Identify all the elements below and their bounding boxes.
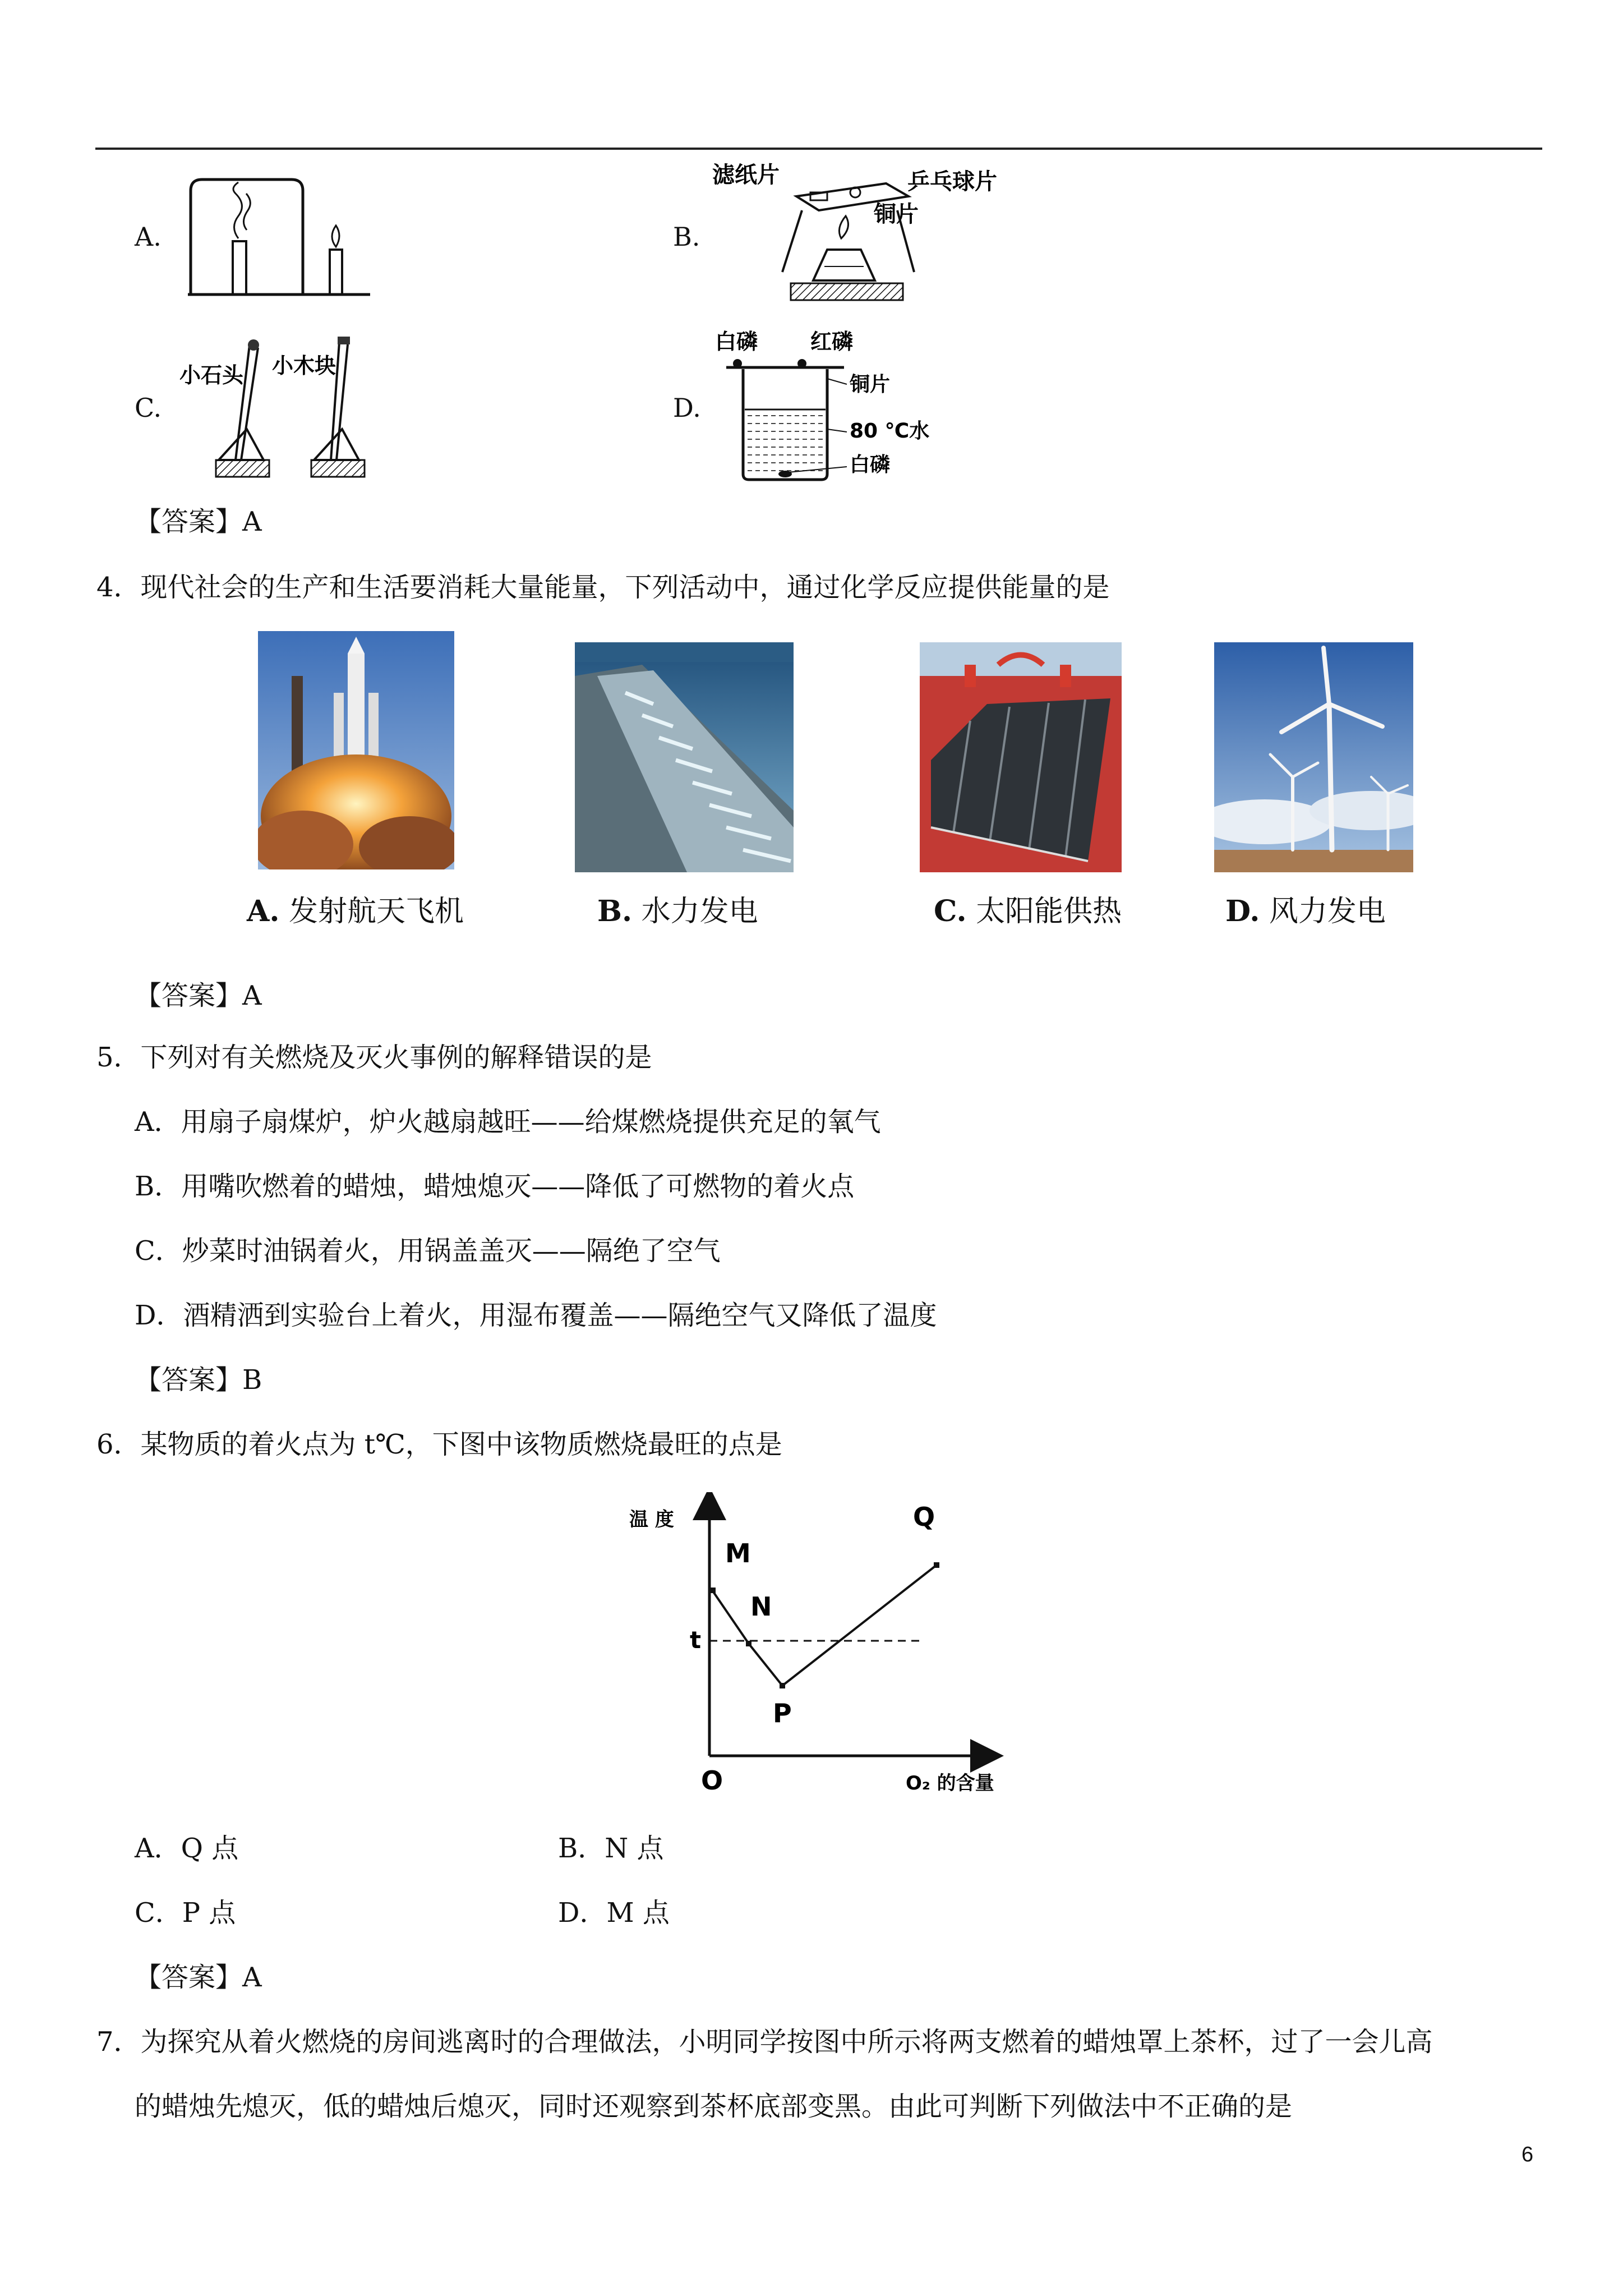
q3-option-b-label: B. [673, 222, 700, 252]
caption-b [597, 887, 758, 930]
point-m-marker [710, 1588, 716, 1593]
caption-a-letter: A. [247, 894, 280, 928]
wind-turbine-photo [1214, 642, 1413, 872]
q4-answer: 【答案】A [135, 980, 262, 1011]
q5-stem: 5．下列对有关燃烧及灭火事例的解释错误的是 [96, 1042, 652, 1073]
q7-line-2: 的蜡烛先熄灭，低的蜡烛后熄灭，同时还观察到茶杯底部变黑。由此可判断下列做法中不正确的是 [135, 2091, 1293, 2122]
caption-d-text: 风力发电 [1269, 895, 1386, 928]
caption-c-letter: C. [934, 894, 967, 928]
q7-line-1: 7．为探究从着火燃烧的房间逃离时的合理做法，小明同学按图中所示将两支燃着的蜡烛罩上茶杯，过了一会儿高 [96, 2026, 1433, 2058]
caption-b-text: 水力发电 [641, 895, 758, 928]
copper-plate-d-label: 铜片 [850, 373, 891, 396]
point-q-label: Q [913, 1502, 935, 1532]
solar-heater-photo [920, 642, 1122, 872]
caption-d-letter: D. [1225, 894, 1260, 928]
caption-b-letter: B. [597, 894, 633, 928]
q5-answer: 【答案】B [135, 1364, 262, 1396]
white-phosphorus-top-label: 白磷 [715, 329, 758, 354]
point-p-marker [780, 1683, 785, 1688]
q5-option-d: D．酒精洒到实验台上着火，用湿布覆盖——隔绝空气又降低了温度 [135, 1300, 937, 1331]
point-p-label: P [773, 1698, 792, 1728]
caption-c-text: 太阳能供热 [976, 895, 1122, 928]
water-label: 80 ℃水 [850, 420, 930, 443]
q6-stem: 6．某物质的着火点为 t℃，下图中该物质燃烧最旺的点是 [96, 1429, 782, 1460]
point-n-marker [746, 1641, 751, 1646]
q6-option-d: D．M 点 [558, 1897, 670, 1929]
caption-c [934, 887, 1122, 930]
q5-option-a: A．用扇子扇煤炉，炉火越扇越旺——给煤燃烧提供充足的氧气 [135, 1106, 881, 1138]
point-n-label: N [750, 1591, 772, 1622]
wood-label: 小木块 [272, 353, 336, 378]
q3-option-a-label: A. [135, 222, 162, 252]
q6-option-b: B．N 点 [558, 1833, 664, 1864]
page-number: 6 [1521, 2143, 1534, 2166]
q3-figure-d [715, 325, 951, 488]
q3-figure-a [185, 168, 370, 303]
q4-stem: 4．现代社会的生产和生活要消耗大量能量，下列活动中，通过化学反应提供能量的是 [96, 572, 1110, 603]
t-label: t [690, 1626, 702, 1654]
origin-label: O [701, 1765, 723, 1796]
y-axis-label: 温 度 [629, 1508, 674, 1531]
header-rule [95, 148, 1542, 150]
q6-option-c: C．P 点 [135, 1897, 236, 1929]
q3-answer: 【答案】A [135, 506, 262, 537]
space-shuttle-photo [258, 631, 454, 869]
caption-a [247, 887, 464, 930]
stone-label: 小石头 [179, 363, 244, 388]
q6-graph [617, 1492, 1021, 1806]
point-q-marker [934, 1562, 939, 1568]
q3-figure-c [179, 331, 381, 482]
caption-a-text: 发射航天飞机 [288, 895, 464, 928]
red-phosphorus-label: 红磷 [810, 329, 854, 354]
caption-d [1225, 887, 1386, 930]
pingpong-label: 乒乓球片 [907, 169, 997, 195]
filter-paper-label: 滤纸片 [712, 162, 780, 188]
q3-figure-b [712, 160, 1026, 311]
white-phosphorus-bottom-label: 白磷 [850, 453, 891, 476]
q6-option-a: A．Q 点 [135, 1833, 239, 1864]
copper-plate-label: 铜片 [874, 201, 919, 227]
q5-option-c: C．炒菜时油锅着火，用锅盖盖灭——隔绝了空气 [135, 1235, 721, 1267]
q3-option-c-label: C. [135, 393, 162, 423]
q3-option-d-label: D. [673, 393, 701, 423]
point-m-label: M [725, 1538, 751, 1568]
q6-answer: 【答案】A [135, 1962, 262, 1993]
hydropower-dam-photo [575, 642, 794, 872]
q5-option-b: B．用嘴吹燃着的蜡烛，蜡烛熄灭——降低了可燃物的着火点 [135, 1171, 855, 1202]
x-axis-label: O₂ 的含量 [906, 1772, 994, 1795]
